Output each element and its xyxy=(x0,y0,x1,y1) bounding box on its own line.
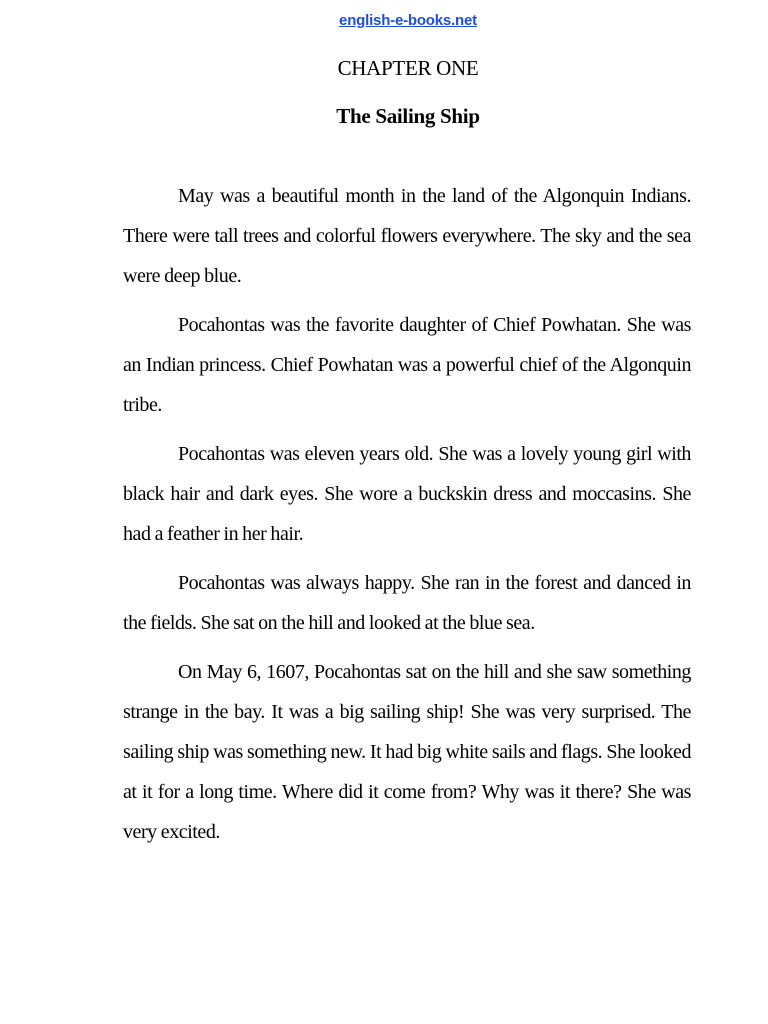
chapter-title: The Sailing Ship xyxy=(336,104,480,128)
paragraph-2: Pocahontas was the favorite daughter of Chief Powhatan. She was an Indian princess. Chief Powhatan was a powerful chief of the Algonquin tribe. xyxy=(123,314,691,416)
chapter-label: CHAPTER ONE xyxy=(337,56,479,80)
site-link[interactable]: english-e-books.net xyxy=(339,12,477,29)
paragraph-1: May was a beautiful month in the land of the Algonquin Indians. There were tall trees and colorful flowers everywhere. The sky and the sea were deep blue. xyxy=(123,185,691,287)
paragraph-4: Pocahontas was always happy. She ran in the forest and danced in the fields. She sat on the hill and looked at the blue sea. xyxy=(123,572,691,634)
paragraph-3: Pocahontas was eleven years old. She was a lovely young girl with black hair and dark eyes. She wore a buckskin dress and moccasins. She had a feather in her hair. xyxy=(123,443,691,545)
paragraph-5: On May 6, 1607, Pocahontas sat on the hill and she saw something strange in the bay. It was a big sailing ship! She was very surprised. The sailing ship was something new. It had big white sails and flags. She looked at it for a long time. Where did it come from? Why was it there? She was very excited. xyxy=(123,661,691,843)
body-text xyxy=(123,176,691,861)
